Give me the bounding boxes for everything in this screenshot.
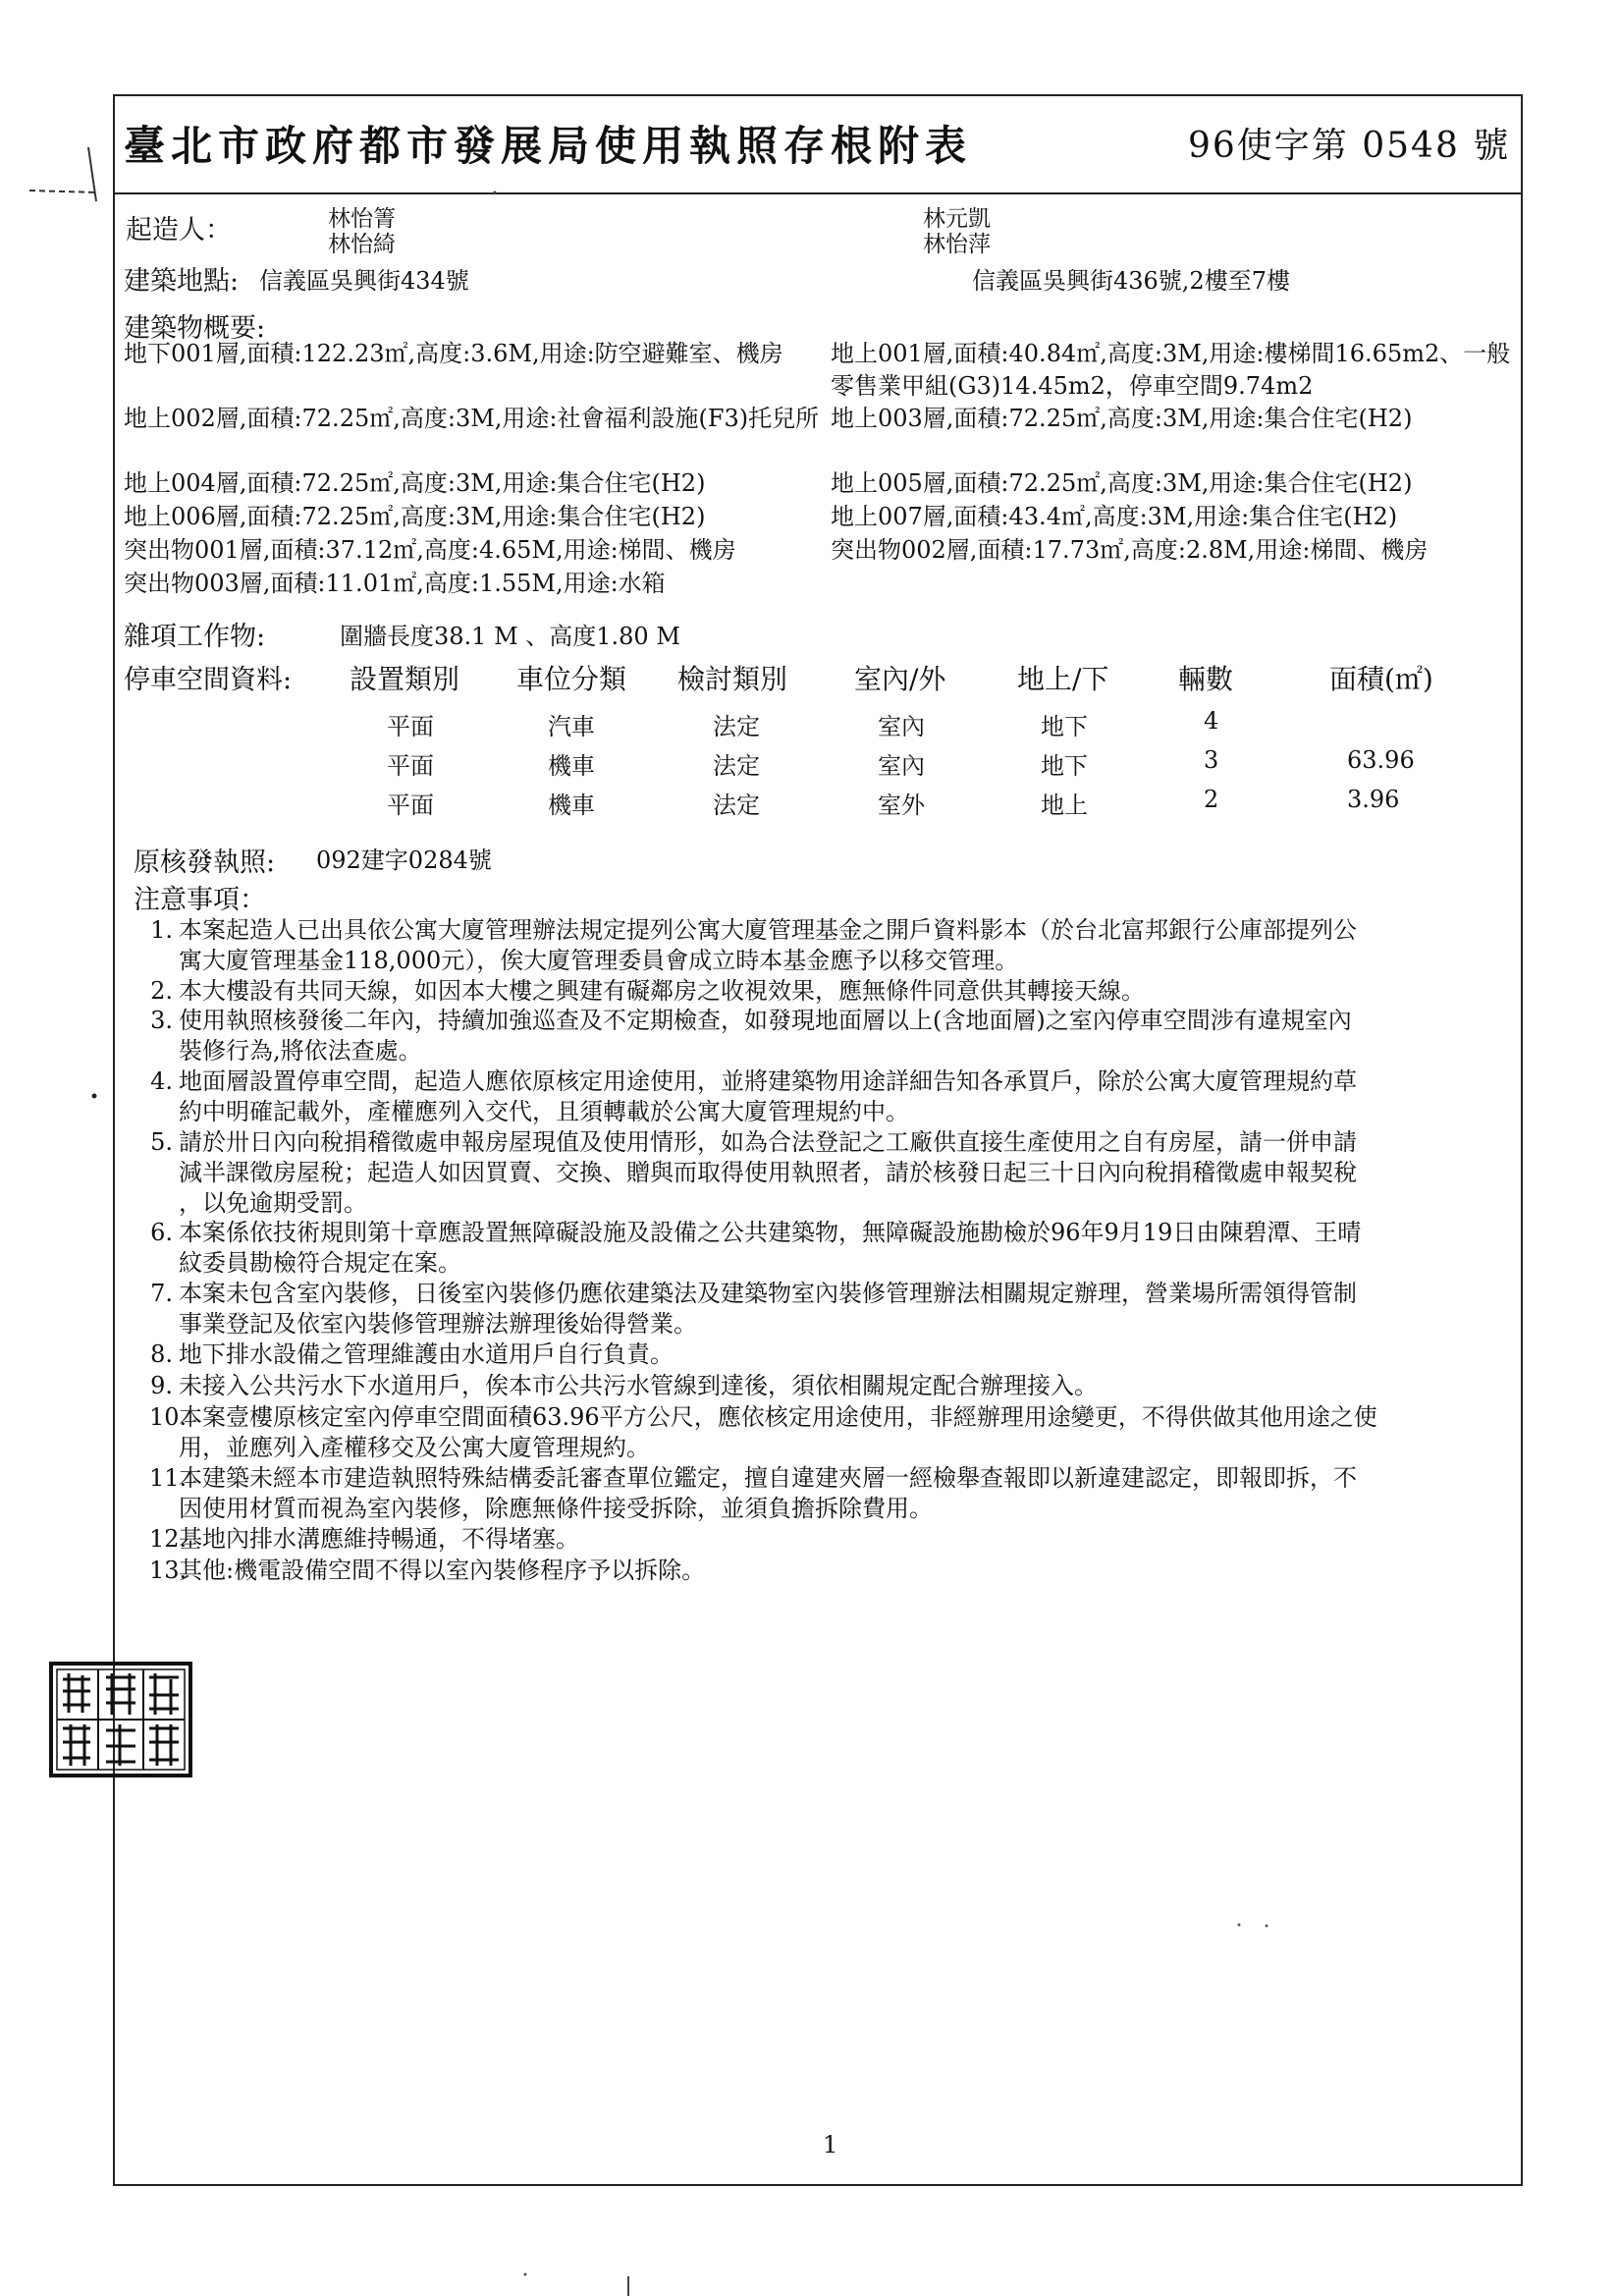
floor-spec: 地上001層,面積:40.84㎡,高度:3M,用途:樓梯間16.65m2、一般零售業甲組(G3)14.45m2，停車空間9.74m2 bbox=[831, 340, 1511, 400]
note-number: 6. bbox=[150, 1219, 173, 1246]
floor-spec: 地上006層,面積:72.25㎡,高度:3M,用途:集合住宅(H2) bbox=[124, 503, 706, 530]
floor-spec: 地上007層,面積:43.4㎡,高度:3M,用途:集合住宅(H2) bbox=[831, 503, 1398, 530]
note-number: 11. bbox=[149, 1464, 188, 1492]
parking-cell: 室內 bbox=[878, 713, 925, 740]
note-number: 3. bbox=[150, 1007, 173, 1034]
note-number: 5. bbox=[150, 1128, 173, 1156]
parking-cell: 平面 bbox=[387, 792, 434, 819]
note-item bbox=[149, 1006, 1543, 1066]
note-item bbox=[149, 1279, 1543, 1339]
floor-spec: 突出物003層,面積:11.01㎡,高度:1.55M,用途:水箱 bbox=[124, 570, 666, 597]
parking-cell: 法定 bbox=[713, 752, 760, 780]
applicant-name: 林元凱 bbox=[923, 206, 991, 232]
note-line: 基地內排水溝應維持暢通，不得堵塞。 bbox=[179, 1525, 579, 1553]
note-number: 7. bbox=[150, 1280, 173, 1307]
note-item bbox=[149, 1066, 1543, 1127]
floor-spec: 地上003層,面積:72.25㎡,高度:3M,用途:集合住宅(H2) bbox=[831, 405, 1413, 432]
floor-spec: 突出物002層,面積:17.73㎡,高度:2.8M,用途:梯間、機房 bbox=[831, 536, 1429, 564]
applicant-label: 起造人： bbox=[126, 215, 232, 246]
parking-cell: 機車 bbox=[548, 752, 595, 780]
note-line: 本案係依技術規則第十章應設置無障礙設施及設備之公共建築物，無障礙設施勘檢於96年9月19日由陳碧潭、王晴 bbox=[179, 1219, 1362, 1246]
parking-cell: 地上 bbox=[1041, 792, 1088, 819]
floor-spec: 地上002層,面積:72.25㎡,高度:3M,用途:社會福利設施(F3)托兒所 bbox=[124, 405, 820, 432]
site-address: 信義區吳興街436號,2樓至7樓 bbox=[972, 267, 1290, 295]
parking-header: 輛數 bbox=[1178, 663, 1234, 695]
applicant-name: 林怡箐 bbox=[328, 206, 396, 232]
floor-spec: 地上005層,面積:72.25㎡,高度:3M,用途:集合住宅(H2) bbox=[831, 469, 1413, 497]
applicant-name: 林怡萍 bbox=[923, 232, 991, 257]
parking-cell: 平面 bbox=[387, 752, 434, 780]
notes-label: 注意事項： bbox=[134, 885, 266, 915]
note-number: 4. bbox=[150, 1067, 173, 1095]
parking-cell: 地下 bbox=[1041, 752, 1088, 780]
note-line: 本案未包含室內裝修，日後室內裝修仍應依建築法及建築物室內裝修管理辦法相關規定辦理，營業場所需領得管制 bbox=[179, 1280, 1357, 1307]
parking-cell: 4 bbox=[1204, 707, 1219, 735]
parking-header: 面積(㎡) bbox=[1329, 663, 1433, 695]
note-item bbox=[149, 1402, 1543, 1463]
note-number: 10. bbox=[149, 1403, 188, 1431]
parking-cell: 平面 bbox=[387, 713, 434, 740]
parking-cell: 3 bbox=[1204, 746, 1219, 774]
note-number: 12. bbox=[149, 1525, 188, 1553]
note-line: 事業登記及依室內裝修管理辦法辦理後始得營業。 bbox=[179, 1310, 697, 1338]
original-permit-label: 原核發執照: bbox=[134, 847, 276, 878]
note-line: ，以免逾期受罰。 bbox=[179, 1189, 367, 1217]
applicant-name: 林怡綺 bbox=[328, 232, 396, 257]
note-item bbox=[149, 1556, 1543, 1586]
note-line: 減半課徵房屋稅；起造人如因買賣、交換、贈與而取得使用執照者，請於核發日起三十日內向稅捐稽徵處申報契稅 bbox=[179, 1159, 1357, 1186]
note-number: 13. bbox=[149, 1557, 188, 1584]
note-line: 請於卅日內向稅捐稽徵處申報房屋現值及使用情形，如為合法登記之工廠供直接生產使用之自有房屋，請一併申請 bbox=[179, 1128, 1357, 1156]
note-number: 1. bbox=[150, 916, 173, 944]
parking-cell: 法定 bbox=[713, 792, 760, 819]
note-item bbox=[149, 1463, 1543, 1524]
note-line: 使用執照核發後二年內，持續加強巡查及不定期檢查，如發現地面層以上(含地面層)之室內停車空間涉有違規室內 bbox=[179, 1007, 1352, 1034]
site-address: 信義區吳興街434號 bbox=[259, 267, 469, 295]
note-line: 因使用材質而視為室內裝修，除應無條件接受拆除，並須負擔拆除費用。 bbox=[179, 1495, 933, 1522]
note-item bbox=[149, 1127, 1543, 1219]
note-item bbox=[149, 1218, 1543, 1279]
overview-label: 建築物概要: bbox=[124, 313, 266, 344]
floor-spec: 突出物001層,面積:37.12㎡,高度:4.65M,用途:梯間、機房 bbox=[124, 536, 736, 564]
parking-cell: 汽車 bbox=[548, 713, 595, 740]
misc-works-value: 圍牆長度38.1 M 、高度1.80 M bbox=[340, 623, 680, 650]
parking-header: 地上/下 bbox=[1017, 663, 1109, 695]
note-line: 本大樓設有共同天線，如因本大樓之興建有礙鄰房之收視效果，應無條件同意供其轉接天線。 bbox=[179, 977, 1145, 1005]
site-label: 建築地點: bbox=[124, 266, 240, 297]
note-line: 約中明確記載外，產權應列入交代，且須轉載於公寓大廈管理規約中。 bbox=[179, 1098, 909, 1125]
parking-header: 檢討類別 bbox=[677, 663, 788, 695]
note-line: 其他:機電設備空間不得以室內裝修程序予以拆除。 bbox=[179, 1557, 706, 1584]
parking-cell: 63.96 bbox=[1347, 746, 1415, 774]
permit-number: 96使字第 0548 號 bbox=[1188, 126, 1511, 166]
note-item bbox=[149, 915, 1543, 976]
note-item bbox=[149, 1524, 1543, 1555]
note-line: 本案壹樓原核定室內停車空間面積63.96平方公尺，應依核定用途使用，非經辦理用途變更，不得供做其他用途之使 bbox=[179, 1403, 1377, 1431]
note-line: 裝修行為,將依法查處。 bbox=[179, 1037, 422, 1065]
note-line: 寓大廈管理基金118,000元），俟大廈管理委員會成立時本基金應予以移交管理。 bbox=[179, 947, 1019, 974]
note-item bbox=[149, 1371, 1543, 1401]
note-line: 本建築未經本市建造執照特殊結構委託審查單位鑑定，擅自違建夾層一經檢舉查報即以新違建認定，即報即拆，不 bbox=[179, 1464, 1357, 1492]
note-number: 9. bbox=[150, 1372, 173, 1399]
parking-header: 車位分類 bbox=[516, 663, 627, 695]
parking-cell: 3.96 bbox=[1347, 786, 1400, 813]
parking-cell: 室外 bbox=[878, 792, 925, 819]
document-title: 臺北市政府都市發展局使用執照存根附表 bbox=[124, 122, 973, 170]
note-line: 用，並應列入產權移交及公寓大廈管理規約。 bbox=[179, 1434, 650, 1461]
note-line: 本案起造人已出具依公寓大廈管理辦法規定提列公寓大廈管理基金之開戶資料影本（於台北富邦銀行公庫部提列公 bbox=[179, 916, 1357, 944]
original-permit-value: 092建字0284號 bbox=[316, 847, 492, 874]
misc-works-label: 雜項工作物: bbox=[124, 622, 266, 652]
parking-cell: 地下 bbox=[1041, 713, 1088, 740]
parking-header: 室內/外 bbox=[854, 663, 946, 695]
floor-spec: 地上004層,面積:72.25㎡,高度:3M,用途:集合住宅(H2) bbox=[124, 469, 706, 497]
note-number: 8. bbox=[150, 1340, 173, 1368]
note-item bbox=[149, 1339, 1543, 1370]
parking-cell: 機車 bbox=[548, 792, 595, 819]
note-line: 地面層設置停車空間，起造人應依原核定用途使用，並將建築物用途詳細告知各承買戶，除於公寓大廈管理規約草 bbox=[179, 1067, 1357, 1095]
page-number: 1 bbox=[823, 2131, 838, 2159]
note-line: 未接入公共污水下水道用戶，俟本市公共污水管線到達後，須依相關規定配合辦理接入。 bbox=[179, 1372, 1098, 1399]
note-number: 2. bbox=[150, 977, 173, 1005]
note-item bbox=[149, 976, 1543, 1007]
parking-cell: 法定 bbox=[713, 713, 760, 740]
floor-spec: 地下001層,面積:122.23㎡,高度:3.6M,用途:防空避難室、機房 bbox=[124, 340, 783, 367]
parking-cell: 室內 bbox=[878, 752, 925, 780]
official-seal bbox=[47, 1660, 194, 1779]
note-line: 地下排水設備之管理維護由水道用戶自行負責。 bbox=[179, 1340, 674, 1368]
parking-label: 停車空間資料: bbox=[124, 665, 293, 695]
note-line: 紋委員勘檢符合規定在案。 bbox=[179, 1249, 461, 1277]
parking-header: 設置類別 bbox=[350, 663, 460, 695]
parking-cell: 2 bbox=[1204, 786, 1219, 813]
